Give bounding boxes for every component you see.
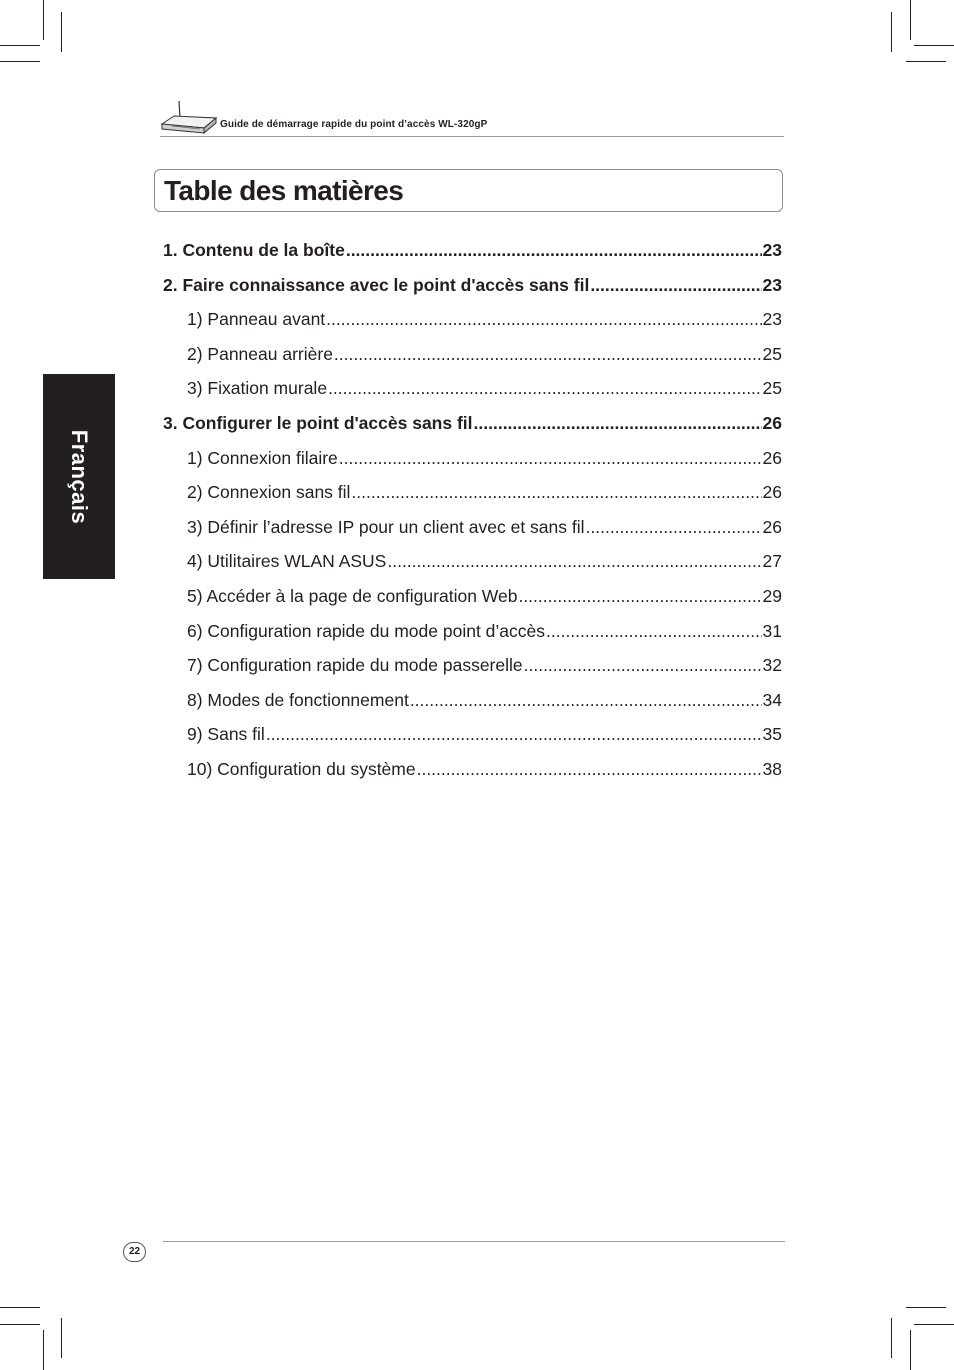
- toc-dot-leader: [417, 758, 762, 780]
- toc-subsection-entry[interactable]: [187, 654, 782, 676]
- toc-dot-leader: [518, 585, 761, 607]
- toc-entry-page: 23: [762, 309, 782, 329]
- header-title: Guide de démarrage rapide du point d’accès WL-320gP: [220, 119, 488, 130]
- router-icon: [160, 98, 218, 136]
- header-rule: [160, 136, 784, 137]
- page-number: 22: [123, 1242, 146, 1262]
- page-title: Table des matières: [164, 175, 404, 206]
- toc-entry-page: 29: [762, 586, 782, 606]
- toc-entry-title: 8) Modes de fonctionnement: [187, 690, 409, 710]
- toc-dot-leader: [590, 274, 761, 296]
- toc-entry-page: 26: [762, 517, 782, 537]
- toc-subsection-entry[interactable]: [187, 377, 782, 399]
- toc-subsection-entry[interactable]: [187, 550, 782, 572]
- toc-subsection-entry[interactable]: [187, 343, 782, 365]
- toc-entry-title: 1. Contenu de la boîte: [163, 240, 345, 260]
- running-header: [160, 98, 784, 138]
- toc-entry-title: 5) Accéder à la page de configuration Web: [187, 586, 518, 606]
- crop-mark: [0, 1324, 40, 1325]
- footer-rule: [163, 1241, 785, 1242]
- crop-mark: [914, 1324, 954, 1325]
- toc-entry-title: 2) Connexion sans fil: [187, 482, 351, 502]
- crop-mark: [0, 61, 40, 62]
- toc-entry-page: 32: [762, 655, 782, 675]
- toc-entry-page: 26: [762, 482, 782, 502]
- toc-section-entry[interactable]: [163, 239, 782, 261]
- toc-section-entry[interactable]: [163, 274, 782, 296]
- toc-subsection-entry[interactable]: [187, 481, 782, 503]
- toc-entry-page: 35: [762, 724, 782, 744]
- toc-entry-title: 3) Définir l’adresse IP pour un client avec et sans fil: [187, 517, 585, 537]
- toc-entry-page: 31: [762, 621, 782, 641]
- toc-entry-title: 2) Panneau arrière: [187, 344, 333, 364]
- toc-dot-leader: [410, 689, 762, 711]
- crop-mark: [61, 12, 62, 52]
- toc-entry-title: 1) Panneau avant: [187, 309, 326, 329]
- crop-mark: [0, 1307, 40, 1308]
- toc-dot-leader: [586, 516, 762, 538]
- crop-mark: [0, 45, 40, 46]
- toc-dot-leader: [339, 447, 762, 469]
- crop-mark: [914, 45, 954, 46]
- toc-entry-title: 6) Configuration rapide du mode point d’accès: [187, 621, 545, 641]
- language-side-tab: [43, 374, 115, 579]
- toc-dot-leader: [524, 654, 762, 676]
- toc-entry-title: 1) Connexion filaire: [187, 448, 338, 468]
- toc-entry-title: 7) Configuration rapide du mode passerelle: [187, 655, 523, 675]
- page-title-box: [154, 169, 783, 212]
- crop-mark: [61, 1318, 62, 1358]
- crop-mark: [906, 1307, 946, 1308]
- toc-entry-title: 3) Fixation murale: [187, 378, 328, 398]
- toc-entry-page: 23: [762, 240, 782, 260]
- toc-entry-page: 27: [762, 551, 782, 571]
- toc-entry-title: 3. Configurer le point d'accès sans fil: [163, 413, 473, 433]
- toc-dot-leader: [334, 343, 762, 365]
- toc-subsection-entry[interactable]: [187, 308, 782, 330]
- toc-entry-title: 9) Sans fil: [187, 724, 265, 744]
- toc-subsection-entry[interactable]: [187, 723, 782, 745]
- toc-subsection-entry[interactable]: [187, 620, 782, 642]
- toc-entry-title: 10) Configuration du système: [187, 759, 416, 779]
- toc-dot-leader: [266, 723, 762, 745]
- language-label: Français: [67, 429, 92, 524]
- toc-entry-page: 34: [762, 690, 782, 710]
- toc-entry-page: 38: [762, 759, 782, 779]
- toc-dot-leader: [351, 481, 761, 503]
- crop-mark: [891, 1318, 892, 1358]
- crop-mark: [910, 1330, 911, 1370]
- toc-entry-page: 23: [762, 275, 782, 295]
- toc-section-entry[interactable]: [163, 412, 782, 434]
- toc-dot-leader: [546, 620, 762, 642]
- toc-entry-page: 26: [762, 413, 782, 433]
- toc-dot-leader: [328, 377, 761, 399]
- toc-dot-leader: [474, 412, 762, 434]
- toc-entry-title: 4) Utilitaires WLAN ASUS: [187, 551, 387, 571]
- toc-dot-leader: [346, 239, 762, 261]
- crop-mark: [43, 1330, 44, 1370]
- crop-mark: [43, 0, 44, 40]
- toc-subsection-entry[interactable]: [187, 689, 782, 711]
- toc-entry-page: 25: [762, 344, 782, 364]
- toc-entry-page: 26: [762, 448, 782, 468]
- toc-entry-page: 25: [762, 378, 782, 398]
- crop-mark: [910, 0, 911, 40]
- toc-entry-title: 2. Faire connaissance avec le point d'accès sans fil: [163, 275, 590, 295]
- toc-subsection-entry[interactable]: [187, 447, 782, 469]
- toc-subsection-entry[interactable]: [187, 758, 782, 780]
- toc-dot-leader: [326, 308, 761, 330]
- crop-mark: [891, 12, 892, 52]
- toc-subsection-entry[interactable]: [187, 516, 782, 538]
- toc-dot-leader: [387, 550, 761, 572]
- crop-mark: [906, 61, 946, 62]
- toc-subsection-entry[interactable]: [187, 585, 782, 607]
